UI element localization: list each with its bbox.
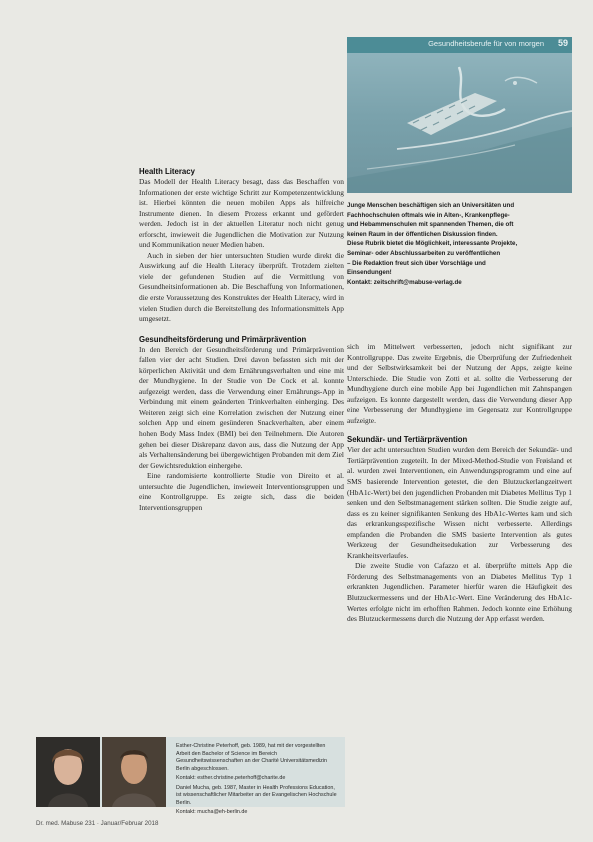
bio-contact-1: Kontakt: esther.christine.peterhoff@charite.de (176, 775, 286, 781)
photo-caption (347, 201, 572, 287)
aerial-photo (347, 53, 572, 193)
bio-contact-2: Kontakt: mucha@eh-berlin.de (176, 809, 248, 815)
portrait-2-image (102, 737, 166, 807)
body-paragraph: Eine randomisierte kontrollierte Studie von Direito et al. untersuchte die Jugendlichen, inwieweit Interventionsgruppen und eine Kontrollgruppe. Es zeigte sich, dass die beiden Interventionsgruppen (139, 471, 344, 512)
tertiary-heading: Sekundär- und Tertiärprävention (347, 435, 468, 445)
left-column (139, 166, 344, 513)
caption-line: Junge Menschen beschäftigen sich an Universitäten und (347, 202, 515, 209)
caption-line: Fachhochschulen oftmals wie in Alten-, Krankenpflege- (347, 211, 510, 219)
section-header-band (347, 37, 572, 53)
caption-line: Einsendungen! (347, 269, 392, 277)
right-column (347, 342, 572, 625)
author-bio-box (36, 737, 345, 815)
caption-line: Diese Rubrik bietet die Möglichkeit, interessante Projekte, (347, 240, 518, 248)
author-portrait-2 (102, 737, 166, 807)
author-bio-text (176, 743, 340, 819)
promotion-heading: Gesundheitsförderung und Primärprävention (139, 334, 307, 344)
caption-line: und Hebammenschulen mit spannenden Themen, die oft (347, 221, 514, 229)
health-literacy-heading: Health Literacy (139, 167, 195, 176)
body-paragraph: Auch in sieben der hier untersuchten Studien wurde direkt die Auswirkung auf die Health Literacy überprüft. Trotzdem zielten viele der gefundenen Studien auf die Vermittlung von Gesundheitsinformationen ab. Die Beschaffung von Informationen, die erste Voraussetzung des Konstruktes der Health Literacy, wird in vielen Studien durch die Bereitstellung des Informationsmittels App umgesetzt. (139, 250, 344, 324)
body-paragraph: In den Bereich der Gesundheitsförderung und Primärprävention fallen vier der acht Studien. Drei davon befassten sich mit der körperlichen Aktivität und dem Ernährungsverhalten und eine mit der Mundhygiene. In der Studie von De Cock et al. konnte aufgezeigt werden, dass die Verwendung einer Ernährungs-App in Verbindung mit einem geänderten Trinkverhalten einherging. Des Weiteren zeigt sich eine Korrelation zwischen der Nutzung einer solchen App und einem gesünderen Snackverhalten, aber einem hohen Body Mass Index (BMI) bei den Teilnehmern. Die Autoren gehen bei dieser Diskrepanz davon aus, dass die Nutzung der App als Verhaltensänderung bei übergewichtigen Probanden mit dem Ziel der Gewichtsreduktion einhergehe. (139, 344, 344, 470)
caption-contact: Kontakt: zeitschrift@mabuse-verlag.de (347, 278, 462, 286)
body-paragraph: Das Modell der Health Literacy besagt, dass das Beschaffen von Informationen der erste wichtige Schritt zur Kompetenzentwicklung ist. Hierbei könnten die neuen mobilen Apps als hilfreiche Instrumente dienen. In diesem Prozess erkannt und gefördert werden. Jedoch ist in der aktuellen Literatur noch nicht genug erforscht, inwieweit die Jugendlichen die Motivation zur Nutzung und Kommunikation neuer Medien haben. (139, 177, 344, 250)
page-number: 59 (557, 38, 568, 48)
body-paragraph: Die zweite Studie von Cafazzo et al. überprüfte mittels App die Förderung des Selbstmanagements von an Diabetes Mellitus Typ 1 erkrankten Jugendlichen. Parameter hierfür waren die Häufigkeit des Blutzuckermessens und der HbA1c-Wert. Eine Veränderung des HbA1c-Wertes erfolgte nicht im erhofften Rahmen. Jedoch konnte eine Erhöhung des Blutzuckermessens durch die Nutzung der App erfasst werden. (347, 561, 572, 624)
page-footer: Dr. med. Mabuse 231 · Januar/Februar 2018 (36, 820, 159, 827)
caption-line: – Die Redaktion freut sich über Vorschläge und (347, 259, 486, 267)
caption-line: keinen Raum in der öffentlichen Diskussion finden. (347, 230, 498, 238)
aerial-photo-illustration (347, 53, 572, 193)
caption-line: Seminar- oder Abschlussarbeiten zu veröffentlichen (347, 249, 501, 257)
bio-author-2: Daniel Mucha, geb. 1987, Master in Health Professions Education, ist wissenschaftlicher Mitarbeiter an der Evangelischen Hochschule Berlin. (176, 784, 337, 806)
body-paragraph: sich im Mittelwert verbesserten, jedoch nicht signifikant zur Kontrollgruppe. Das zweite Ergebnis, die Überprüfung der Zufriedenheit und der Selbstwirksamkeit bei der Nutzung der Apps, zeigte keine Unterschiede. Die Studie von Zotti et al. sollte die Verbesserung der Mundhygiene durch eine mobile App bei Jugendlichen mit Zahnspangen aufzeigen. Es konnte dargestellt werden, dass die Verwendung dieser App eine Verbesserung der Mundhygiene im Gegensatz zur Kontrollgruppe aufzeigte. (347, 342, 572, 425)
author-portrait-1 (36, 737, 100, 807)
bio-author-1: Esther-Christine Peterhoff, geb. 1989, hat mit der vorgestellten Arbeit den Bachelor of Science im Bereich Gesundheitswissenschaften an der Charité Universitätsmedizin Berlin abgeschlossen. (176, 743, 328, 772)
section-title: Gesundheitsberufe für von morgen (428, 39, 544, 48)
portrait-1-image (36, 737, 100, 807)
body-paragraph: Vier der acht untersuchten Studien wurden dem Bereich der Sekundär- und Tertiärprävention zugeteilt. In der Mixed-Method-Studie von Frøisland et al. wurden zwei Interventionen, ein Anwendungsprogramm und eine auf SMS basierende Intervention getestet, die den Blutzuckerlangzeitwert (HbA1c-Wert) bei den jugendlichen Probanden mit Diabetes Mellitus Typ 1 senken und den Selbstmanagement stärken sollten. Die Studie zeigte auf, dass es zu keiner signifikanten Senkung des HbA1c-Wertes kam und sich das erkrankungsspezifische Wissen nicht verbesserte. Allerdings empfanden die Probanden die SMS basierte Intervention als gutes Werkzeug der Gesundheitsedukation zur Verbesserung des Krankheitsverlaufes. (347, 445, 572, 560)
